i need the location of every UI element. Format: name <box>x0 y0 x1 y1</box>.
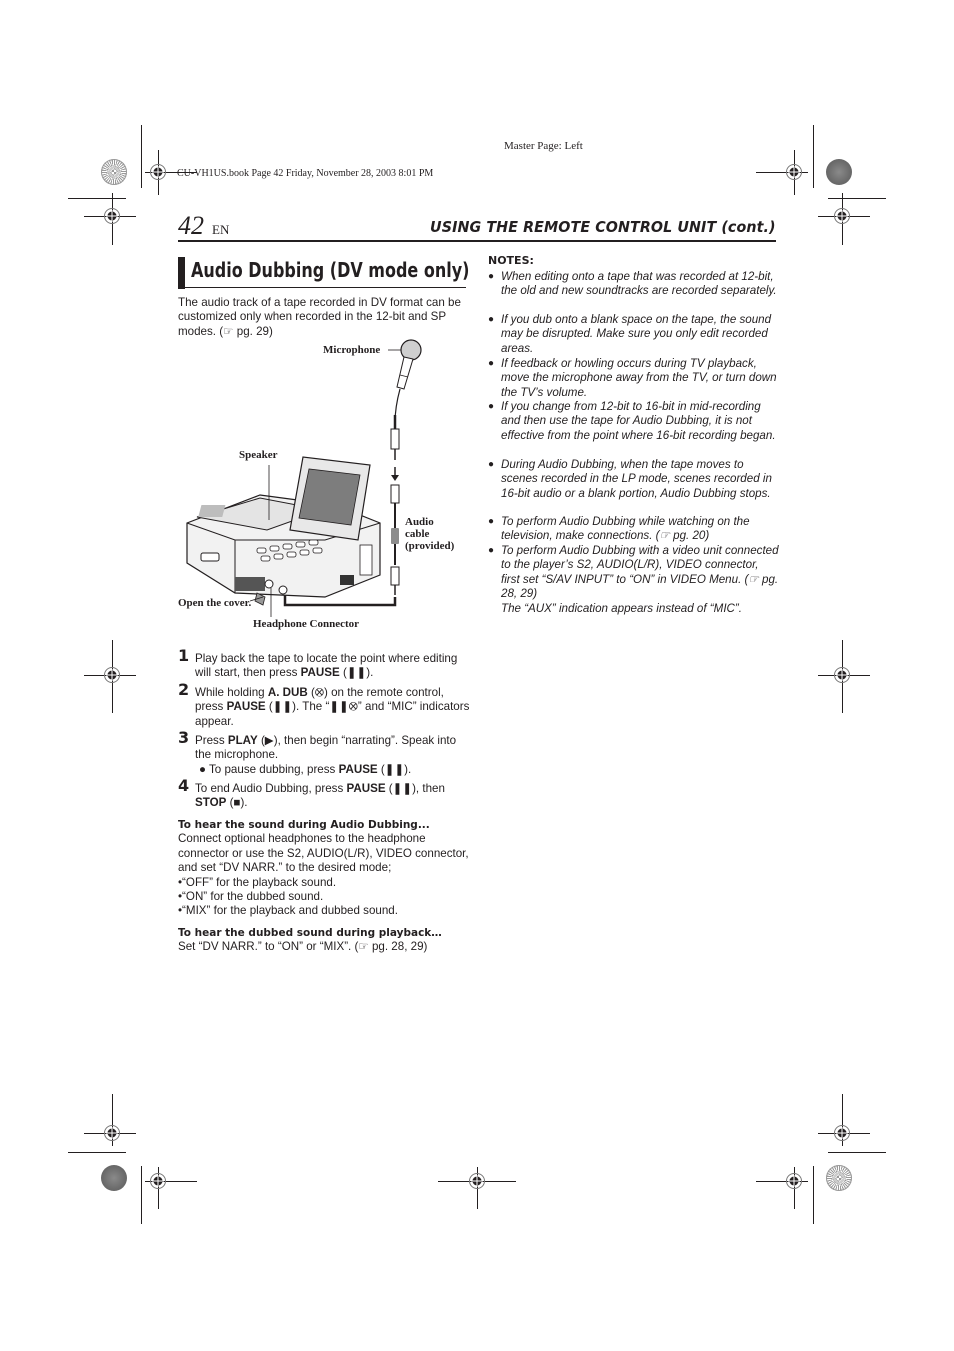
microphone-label: Microphone <box>323 344 381 356</box>
option-mix: •“MIX” for the playback and dubbed sound. <box>178 904 398 918</box>
player-device-icon <box>187 457 380 605</box>
note-item: ● If feedback or howling occurs during TV playback, move the microphone away from the TV, or turn down the TV’s volume. <box>488 357 777 399</box>
hear-during-heading: To hear the sound during Audio Dubbing... <box>178 819 430 831</box>
registration-target-icon <box>149 1172 167 1190</box>
heading-rule <box>178 287 466 288</box>
speaker-label: Speaker <box>239 449 278 461</box>
step-2 <box>178 680 470 729</box>
master-page-label: Master Page: Left <box>504 140 583 152</box>
registration-target-icon <box>103 207 121 225</box>
device-illustration <box>175 335 470 635</box>
step-4 <box>178 776 470 811</box>
section-title: USING THE REMOTE CONTROL UNIT (cont.) <box>430 218 776 236</box>
file-info: CU-VH1US.book Page 42 Friday, November 28, 2003 8:01 PM <box>177 168 434 179</box>
step-text: To end Audio Dubbing, press PAUSE (❚❚), then STOP (■). <box>195 782 445 810</box>
note-item: ● If you change from 12-bit to 16-bit in mid-recording and then use the tape for Audio Dubbing, it is not effective from the point where 16-bit recording began. <box>488 400 776 442</box>
heading-bar <box>178 257 185 289</box>
page-number: 42 <box>178 211 204 240</box>
registration-target-icon <box>149 163 167 181</box>
registration-target-icon <box>833 1124 851 1142</box>
note-item: ● If you dub onto a blank space on the tape, the sound may be disrupted. Make sure you only edit recorded areas. <box>488 313 772 355</box>
intro-page-ref: (☞ pg. 29) <box>219 324 273 338</box>
crop-mark <box>68 198 126 199</box>
registration-target-icon <box>785 1172 803 1190</box>
color-rosette-icon <box>826 159 852 185</box>
step-subnote: ● To pause dubbing, press PAUSE (❚❚). <box>199 762 412 776</box>
note-item: ● To perform Audio Dubbing while watching on the television, make connections. (☞ pg. 20) <box>488 515 750 543</box>
header-rule <box>178 240 776 242</box>
color-rosette-icon <box>101 159 127 185</box>
step-1 <box>178 646 470 681</box>
step-number: 3 <box>178 728 190 747</box>
step-number: 1 <box>178 646 190 665</box>
page-language: EN <box>212 222 230 237</box>
registration-target-icon <box>785 163 803 181</box>
notes-title: NOTES: <box>488 254 534 267</box>
color-rosette-icon <box>101 1165 127 1191</box>
registration-target-icon <box>833 666 851 684</box>
crop-mark <box>141 125 142 188</box>
color-rosette-icon <box>826 1165 852 1191</box>
page-header <box>178 212 776 240</box>
step-text: Play back the tape to locate the point where editing will start, then press PAUSE (❚❚). <box>195 652 458 680</box>
crop-mark <box>828 1152 886 1153</box>
note-item: ● When editing onto a tape that was recorded at 12-bit, the old and new soundtracks are recorded separately. <box>488 270 777 298</box>
hear-playback-section <box>178 926 470 955</box>
headphone-connector-label: Headphone Connector <box>253 618 360 630</box>
step-text: While holding A. DUB (⭙) on the remote control, press PAUSE (❚❚). The “❚❚⭙” and “MIC” indicators appear. <box>195 686 470 728</box>
note-item: ● To perform Audio Dubbing with a video unit connected to the player’s S2, AUDIO(L/R), VIDEO connector, first set “S/AV INPUT” to “ON” in VIDEO Menu. (☞ pg. 28, 29) The “AUX” indication appears instead of “MIC”. <box>488 544 779 615</box>
hear-during-section <box>178 818 470 919</box>
crop-mark <box>813 125 814 188</box>
option-off: •“OFF” for the playback sound. <box>178 875 337 889</box>
open-cover-label: Open the cover. <box>178 597 252 609</box>
crop-mark <box>141 1166 142 1224</box>
step-number: 4 <box>178 776 190 795</box>
crop-mark <box>68 1152 126 1153</box>
registration-target-icon <box>103 666 121 684</box>
step-number: 2 <box>178 680 190 699</box>
step-text: Press PLAY (▶), then begin “narrating”. Speak into the microphone. <box>195 734 457 762</box>
hear-playback-heading: To hear the dubbed sound during playback… <box>178 927 442 939</box>
note-item: ● During Audio Dubbing, when the tape moves to scenes recorded in the LP mode, scenes recorded in 16-bit audio or a blank portion, Audio Dubbing stops. <box>488 458 772 500</box>
registration-target-icon <box>468 1172 486 1190</box>
registration-target-icon <box>833 207 851 225</box>
intro-paragraph <box>178 296 470 339</box>
hear-playback-text: Set “DV NARR.” to “ON” or “MIX”. (☞ pg. 28, 29) <box>178 940 428 954</box>
intro-text: The audio track of a tape recorded in DV format can be customized only when recorded in the 12-bit and SP modes. <box>178 296 461 338</box>
connection-diagram <box>175 335 470 635</box>
microphone-icon <box>391 340 421 460</box>
audio-cable-label: Audio cable (provided) <box>405 516 455 552</box>
hear-during-text: Connect optional headphones to the headphone connector or use the S2, AUDIO(L/R), VIDEO connector, and set “DV NARR.” to the desired mode; <box>178 832 469 875</box>
option-on: •“ON” for the dubbed sound. <box>178 890 324 904</box>
step-3 <box>178 728 470 777</box>
crop-mark <box>828 198 886 199</box>
registration-target-icon <box>103 1124 121 1142</box>
note-extra: The “AUX” indication appears instead of “MIC”. <box>501 601 742 615</box>
page-title: Audio Dubbing (DV mode only) <box>191 258 470 282</box>
crop-mark <box>813 1166 814 1224</box>
